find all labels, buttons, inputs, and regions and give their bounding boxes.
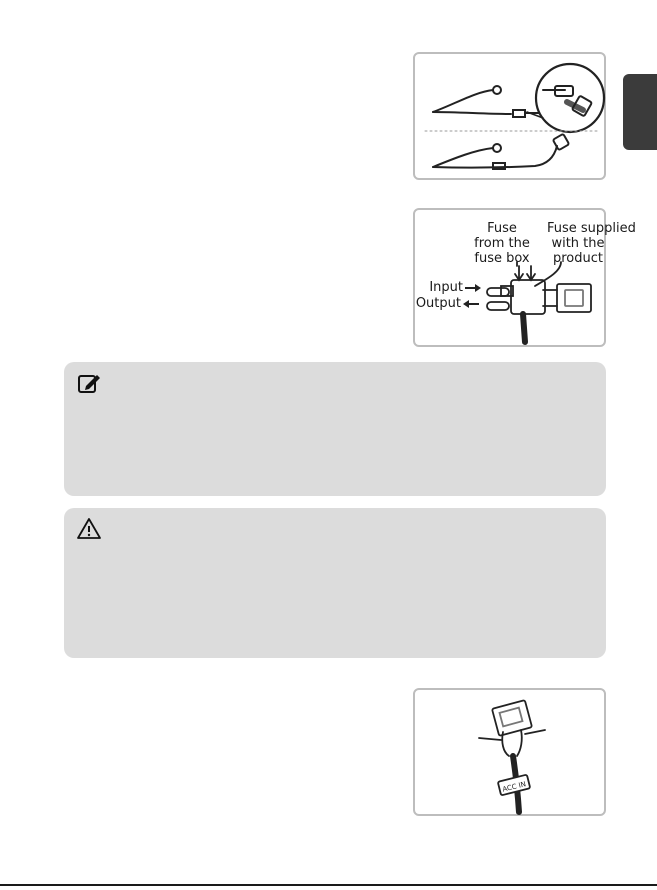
fuse-holder-cable-drawing <box>415 54 608 182</box>
language-tab <box>623 74 657 150</box>
figure-fuse-insert <box>413 208 636 347</box>
acc-in-cable-drawing <box>415 690 608 818</box>
warning-triangle-icon <box>76 516 102 542</box>
label-output: Output <box>415 296 461 311</box>
label-fuse-supplied: Fuse supplied with the product <box>547 221 636 266</box>
note-pencil-icon <box>76 370 102 396</box>
acc-in-tag: ACC IN <box>501 780 527 794</box>
note-box <box>64 362 606 496</box>
page-bottom-rule <box>0 884 657 886</box>
figure-acc-in-cable <box>413 688 606 816</box>
label-input: Input <box>429 280 463 295</box>
figure-fuse-holder-cable <box>413 52 606 180</box>
input-output-arrows <box>415 210 636 349</box>
caution-box <box>64 508 606 658</box>
label-fuse-from-box: Fuse from the fuse box <box>474 221 530 266</box>
